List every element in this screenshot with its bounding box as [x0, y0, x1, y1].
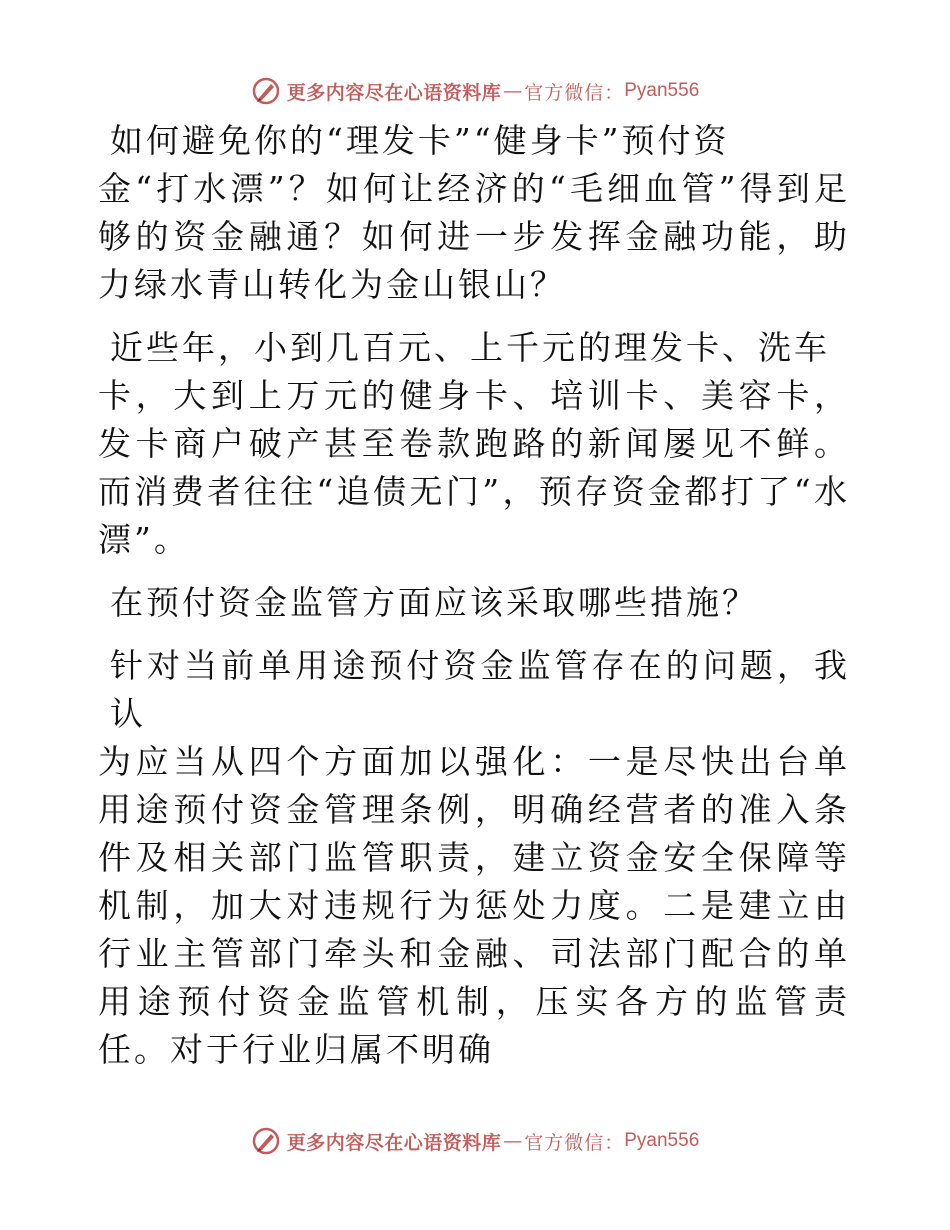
paragraph-4: [98, 642, 850, 1074]
banner-wechat-label: 官方微信：: [524, 1131, 625, 1154]
footer-banner: [0, 1124, 950, 1158]
paragraph-1-first-line: 如何避免你的“理发卡”“健身卡”预付资: [110, 121, 730, 160]
quill-pen-logo-icon: [251, 1126, 281, 1156]
paragraph-1: [98, 117, 850, 309]
banner-wechat-id: Pyan556: [624, 1130, 700, 1151]
paragraph-2: [98, 324, 850, 564]
paragraph-2-rest: 卡，大到上万元的健身卡、培训卡、美容卡，发卡商户破产甚至卷款跑路的新闻屡见不鲜。而消费者往往“追债无门”，预存资金都打了“水漂”。: [98, 376, 850, 559]
paragraph-3: [98, 579, 850, 627]
quill-pen-logo-icon: [251, 76, 281, 106]
banner-dash: —: [503, 80, 523, 102]
banner-promo-text: 更多内容尽在心语资料库: [286, 81, 502, 104]
banner-dash: —: [503, 1130, 523, 1152]
paragraph-2-first-line: 近些年，小到几百元、上千元的理发卡、洗车: [110, 328, 830, 367]
banner-promo-text: 更多内容尽在心语资料库: [286, 1131, 502, 1154]
paragraph-1-rest: 金“打水漂”？如何让经济的“毛细血管”得到足够的资金融通？如何进一步发挥金融功能，助力绿水青山转化为金山银山？: [98, 169, 850, 304]
document-body: [98, 117, 850, 1089]
paragraph-4-rest: 为应当从四个方面加以强化：一是尽快出台单用途预付资金管理条例，明确经营者的准入条件及相关部门监管职责，建立资金安全保障等机制，加大对违规行为惩处力度。二是建立由行业主管部门牵头和金融、司法部门配合的单用途预付资金监管机制，压实各方的监管责任。对于行业归属不明确: [98, 742, 850, 1069]
banner-wechat-label: 官方微信：: [524, 81, 625, 104]
paragraph-4-first-line: 针对当前单用途预付资金监管存在的问题，我认: [110, 646, 850, 733]
paragraph-3-first-line: 在预付资金监管方面应该采取哪些措施？: [110, 583, 758, 622]
banner-wechat-id: Pyan556: [624, 80, 700, 101]
header-banner: [0, 74, 950, 108]
